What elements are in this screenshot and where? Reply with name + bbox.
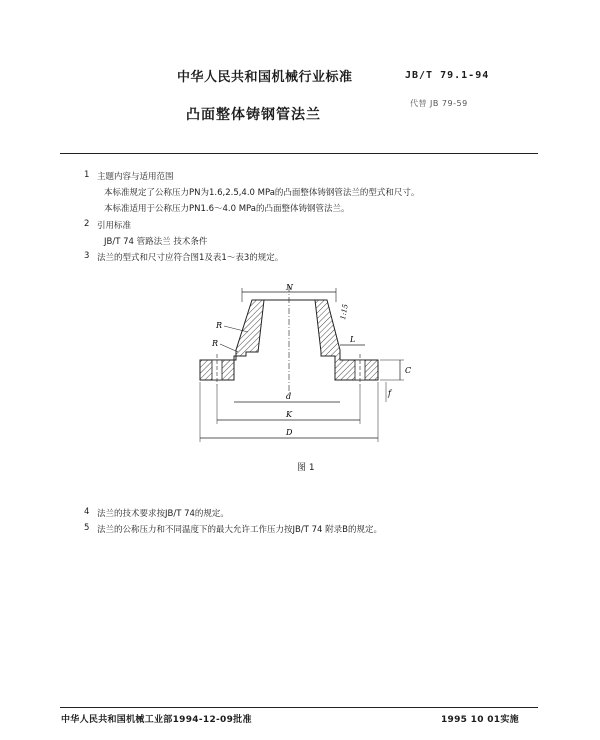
paragraph-scope: 本标准规定了公称压力PN为1.6,2.5,4.0 MPa的凸面整体铸钢管法兰的型式和尺寸。 bbox=[104, 188, 420, 198]
flange-left-section bbox=[200, 300, 264, 380]
standard-code: JB/T 79.1-94 bbox=[405, 70, 490, 81]
header-divider bbox=[60, 153, 538, 154]
section-2-number: 2 bbox=[84, 219, 90, 229]
section-1-number: 1 bbox=[84, 170, 90, 180]
footer-divider bbox=[60, 707, 538, 708]
section-3-number: 3 bbox=[84, 251, 90, 261]
dim-label-C: C bbox=[405, 366, 412, 375]
section-4-number: 4 bbox=[84, 507, 90, 517]
taper-label: 1:15 bbox=[339, 303, 350, 321]
implementation-date: 1995 10 01实施 bbox=[441, 715, 519, 725]
dim-label-K: K bbox=[286, 410, 292, 419]
paragraph-applicability: 本标准适用于公称压力PN1.6～4.0 MPa的凸面整体铸钢管法兰。 bbox=[104, 204, 350, 214]
section-5-text: 法兰的公称压力和不同温度下的最大允许工作压力按JB/T 74 附录B的规定。 bbox=[97, 525, 382, 535]
radius-label-lower: R bbox=[212, 339, 219, 348]
section-3-text: 法兰的型式和尺寸应符合图1及表1～表3的规定。 bbox=[97, 253, 284, 263]
section-4-text: 法兰的技术要求按JB/T 74的规定。 bbox=[97, 509, 229, 519]
radius-label-upper: R bbox=[216, 321, 223, 330]
dim-label-N: N bbox=[286, 283, 293, 292]
referenced-standard: JB/T 74 管路法兰 技术条件 bbox=[104, 237, 208, 247]
figure-1-drawing bbox=[190, 270, 430, 450]
section-2-heading: 引用标准 bbox=[97, 221, 132, 231]
dim-label-D: D bbox=[286, 428, 293, 437]
dim-label-f: f bbox=[388, 389, 391, 398]
document-title: 凸面整体铸钢管法兰 bbox=[186, 107, 321, 123]
replaces-note: 代替 JB 79-59 bbox=[410, 99, 468, 108]
figure-1-caption: 图 1 bbox=[297, 463, 315, 473]
issuing-body: 中华人民共和国机械行业标准 bbox=[177, 70, 353, 85]
dim-label-L: L bbox=[350, 335, 356, 344]
section-1-heading: 主题内容与适用范围 bbox=[97, 172, 174, 182]
approval-note: 中华人民共和国机械工业部1994-12-09批准 bbox=[61, 715, 252, 725]
section-5-number: 5 bbox=[84, 523, 90, 533]
dim-label-d: d bbox=[286, 392, 292, 401]
flange-section-svg bbox=[190, 270, 430, 450]
